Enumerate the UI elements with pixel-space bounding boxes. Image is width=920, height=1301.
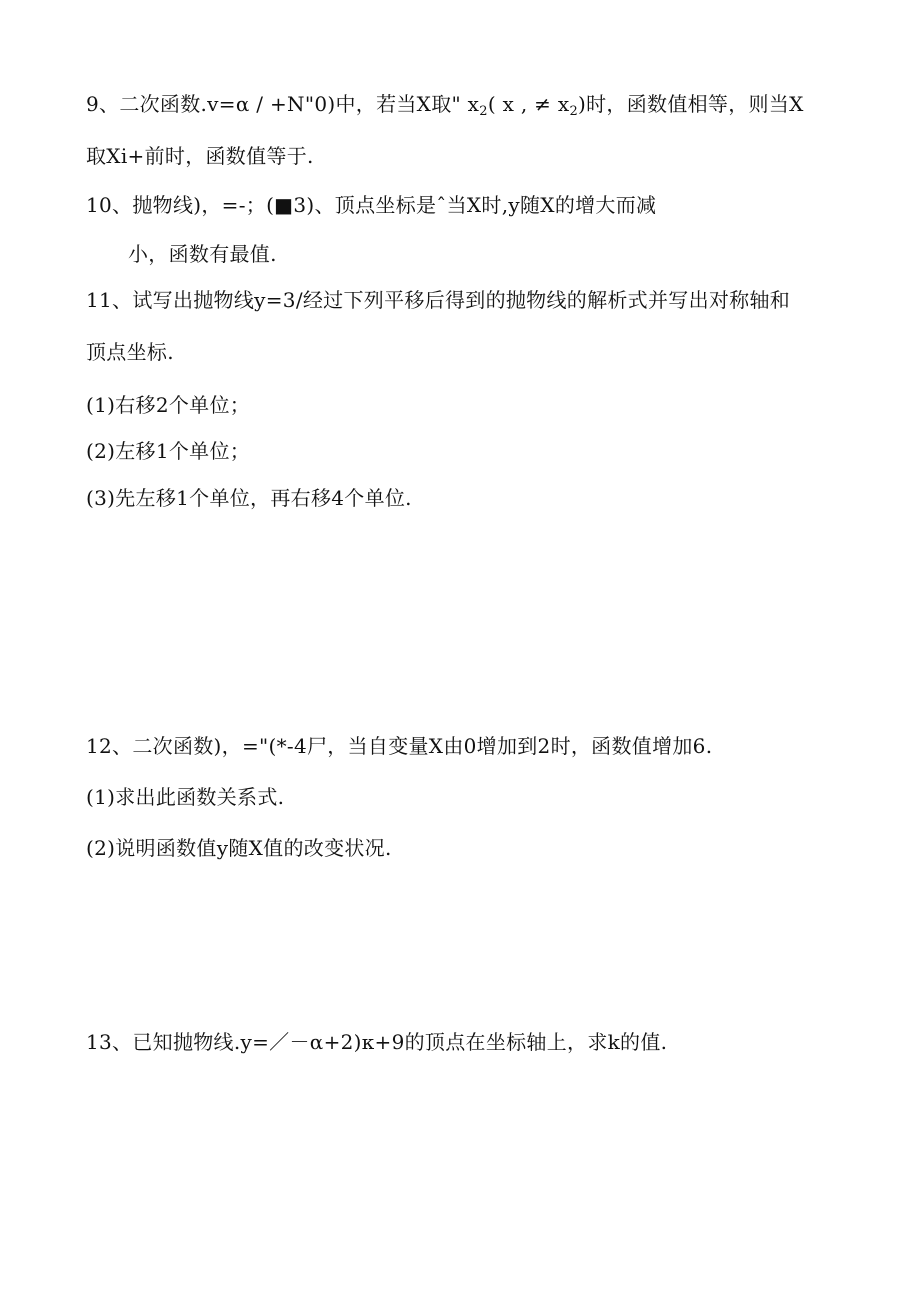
question-10-line-2: 小，函数有最值.	[128, 242, 277, 266]
question-9-line-2: 取Xi+前时，函数值等于.	[86, 144, 314, 168]
question-9-text-b: ( x , ≠ x	[487, 92, 570, 116]
question-12-part-1: (1)求出此函数关系式.	[86, 785, 285, 809]
question-9-line-1	[86, 91, 804, 117]
question-12-line-1: 12、二次函数)，="(*-4尸，当自变量X由0增加到2时，函数值增加6.	[86, 734, 713, 758]
question-11-part-2: (2)左移1个单位；	[86, 439, 251, 463]
question-9-text-a: 9、二次函数.v=α / +N"0)中，若当X取" x	[86, 92, 480, 116]
question-11-part-3: (3)先左移1个单位，再右移4个单位.	[86, 486, 412, 510]
question-11-part-1: (1)右移2个单位；	[86, 393, 251, 417]
question-11-line-1: 11、试写出抛物线y=3/经过下列平移后得到的抛物线的解析式并写出对称轴和	[86, 288, 791, 312]
subscript: 2	[479, 104, 488, 119]
question-11-line-2: 顶点坐标.	[86, 340, 174, 364]
subscript: 2	[569, 104, 579, 119]
question-12-part-2: (2)说明函数值y随X值的改变状况.	[86, 836, 392, 860]
question-9-text-c: )时，函数值相等，则当X	[578, 92, 804, 116]
question-13-line-1: 13、已知抛物线.y=／－α+2)κ+9的顶点在坐标轴上，求k的值.	[86, 1030, 668, 1054]
question-10-line-1: 10、抛物线)，=-；(■3)、顶点坐标是ˆ当X时,y随X的增大而减	[86, 193, 657, 217]
